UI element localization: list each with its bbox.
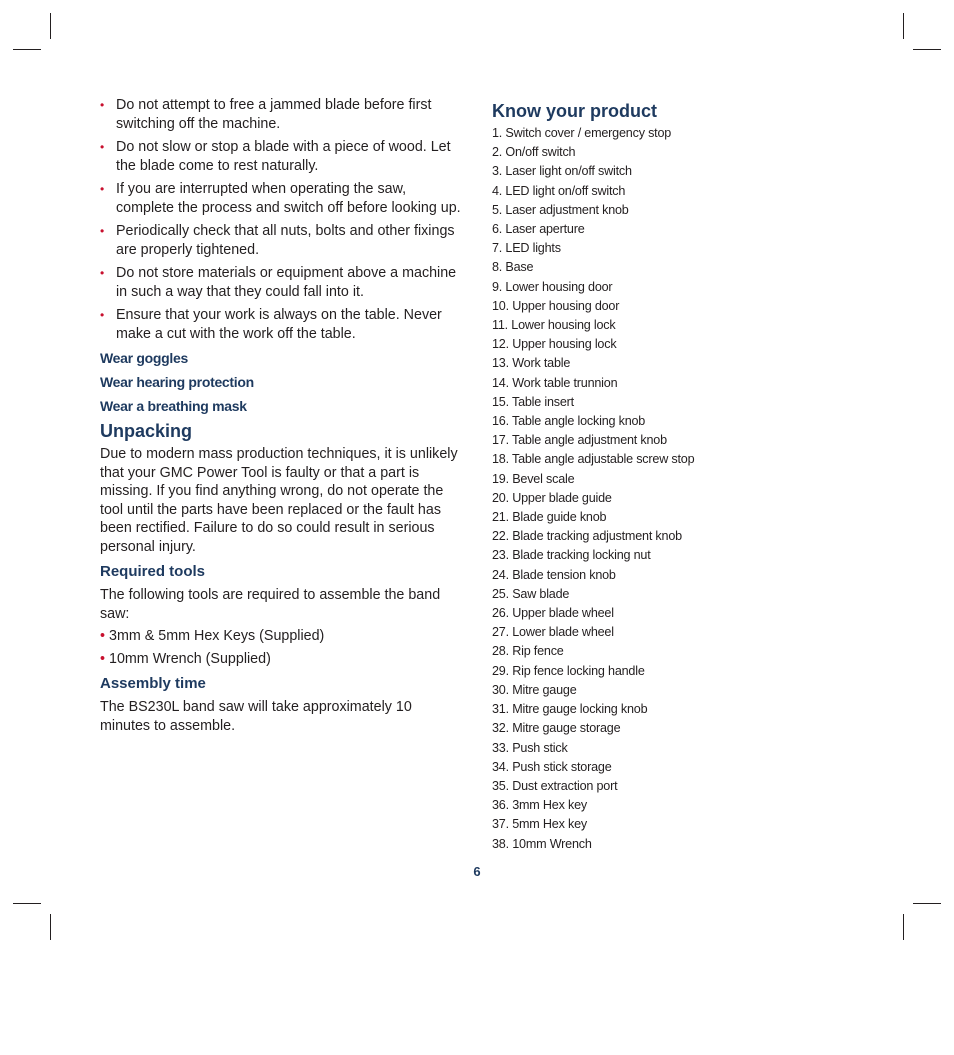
bullet-dot: • [100, 98, 105, 112]
part-item: 22. Blade tracking adjustment knob [492, 529, 682, 544]
part-item: 9. Lower housing door [492, 279, 613, 294]
part-item: 35. Dust extraction port [492, 778, 618, 793]
required-tools-heading: Required tools [100, 563, 206, 580]
part-item: 5. Laser adjustment knob [492, 202, 629, 217]
part-item: 18. Table angle adjustable screw stop [492, 452, 695, 467]
assembly-time-heading: Assembly time [100, 675, 206, 692]
bullet-dot: • [100, 650, 106, 667]
bullet-dot: • [100, 182, 105, 196]
part-item: 29. Rip fence locking handle [492, 663, 645, 678]
warning-hearing-protection: Wear hearing protection [100, 374, 254, 390]
part-item: 19. Bevel scale [492, 471, 575, 486]
know-your-product-heading: Know your product [492, 101, 657, 121]
part-item: 2. On/off switch [492, 145, 576, 160]
crop-mark-bottom-left-v [50, 914, 51, 940]
part-item: 34. Push stick storage [492, 759, 612, 774]
tool-text: 3mm & 5mm Hex Keys (Supplied) [109, 628, 325, 644]
bullet-dot: • [100, 308, 105, 322]
part-item: 25. Saw blade [492, 586, 570, 601]
part-item: 15. Table insert [492, 394, 574, 409]
safety-bullet [100, 264, 462, 301]
unpacking-heading: Unpacking [100, 421, 193, 441]
part-item: 30. Mitre gauge [492, 682, 577, 697]
part-item: 27. Lower blade wheel [492, 625, 614, 640]
warning-breathing-mask: Wear a breathing mask [100, 398, 247, 414]
bullet-text: Do not attempt to free a jammed blade before first switching off the machine. [116, 97, 432, 132]
part-item: 33. Push stick [492, 740, 568, 755]
part-item: 36. 3mm Hex key [492, 798, 587, 813]
bullet-dot: • [100, 140, 105, 154]
safety-bullet [100, 222, 462, 259]
bullet-dot: • [100, 266, 105, 280]
crop-mark-top-left-v [50, 13, 51, 39]
safety-bullet [100, 180, 462, 217]
required-tools-list [100, 627, 462, 668]
safety-bullet [100, 138, 462, 175]
part-item: 1. Switch cover / emergency stop [492, 126, 672, 140]
part-item: 24. Blade tension knob [492, 567, 616, 582]
unpacking-text: Due to modern mass production techniques, it is unlikely that your GMC Power Tool is faulty or that a part is missing. If you find anything wrong, do not operate the tool until the parts have been replaced or the fault has been rectified. Failure to do so could result in serious personal injury. [100, 446, 458, 555]
crop-mark-bottom-right-v [903, 914, 904, 940]
part-item: 8. Base [492, 260, 534, 275]
assembly-time-text: The BS230L band saw will take approximately 10 minutes to assemble. [100, 699, 412, 734]
part-item: 20. Upper blade guide [492, 490, 612, 505]
part-item: 6. Laser aperture [492, 222, 585, 237]
part-item: 23. Blade tracking locking nut [492, 548, 651, 563]
part-item: 7. LED lights [492, 241, 561, 256]
crop-mark-top-right-v [903, 13, 904, 39]
required-tool-item [100, 627, 462, 646]
bullet-dot: • [100, 224, 105, 238]
part-item: 14. Work table trunnion [492, 375, 618, 390]
tool-text: 10mm Wrench (Supplied) [109, 650, 271, 667]
bullet-text: Do not slow or stop a blade with a piece of wood. Let the blade come to rest naturally. [116, 139, 451, 174]
crop-mark-top-left-h [13, 49, 41, 50]
crop-mark-top-right-h [913, 49, 941, 50]
parts-list [492, 124, 792, 854]
part-item: 28. Rip fence [492, 644, 564, 659]
part-item: 37. 5mm Hex key [492, 817, 587, 832]
part-item: 38. 10mm Wrench [492, 836, 592, 851]
part-item: 16. Table angle locking knob [492, 414, 646, 429]
safety-bullet [100, 306, 462, 343]
part-item: 13. Work table [492, 356, 571, 371]
right-column [492, 100, 792, 854]
part-item: 12. Upper housing lock [492, 337, 617, 352]
bullet-dot: • [100, 628, 106, 644]
left-column [100, 96, 462, 735]
part-item: 3. Laser light on/off switch [492, 164, 632, 179]
required-tool-item [100, 650, 462, 669]
safety-bullet [100, 96, 462, 133]
required-tools-intro: The following tools are required to assemble the band saw: [100, 587, 441, 622]
part-item: 17. Table angle adjustment knob [492, 433, 667, 448]
safety-bullet-list [100, 96, 462, 343]
warning-goggles: Wear goggles [100, 350, 188, 366]
part-item: 4. LED light on/off switch [492, 183, 626, 198]
part-item: 32. Mitre gauge storage [492, 721, 621, 736]
bullet-text: Do not store materials or equipment above a machine in such a way that they could fall into it. [116, 265, 457, 300]
part-item: 26. Upper blade wheel [492, 606, 614, 621]
part-item: 11. Lower housing lock [492, 318, 616, 333]
part-item: 31. Mitre gauge locking knob [492, 702, 648, 717]
bullet-text: Periodically check that all nuts, bolts and other fixings are properly tightened. [116, 223, 455, 258]
crop-mark-bottom-right-h [913, 903, 941, 904]
bullet-text: Ensure that your work is always on the table. Never make a cut with the work off the table. [116, 307, 442, 342]
page-number: 6 [473, 864, 481, 879]
bullet-text: If you are interrupted when operating the saw, complete the process and switch off before looking up. [116, 181, 461, 216]
crop-mark-bottom-left-h [13, 903, 41, 904]
part-item: 21. Blade guide knob [492, 510, 607, 525]
part-item: 10. Upper housing door [492, 298, 620, 313]
